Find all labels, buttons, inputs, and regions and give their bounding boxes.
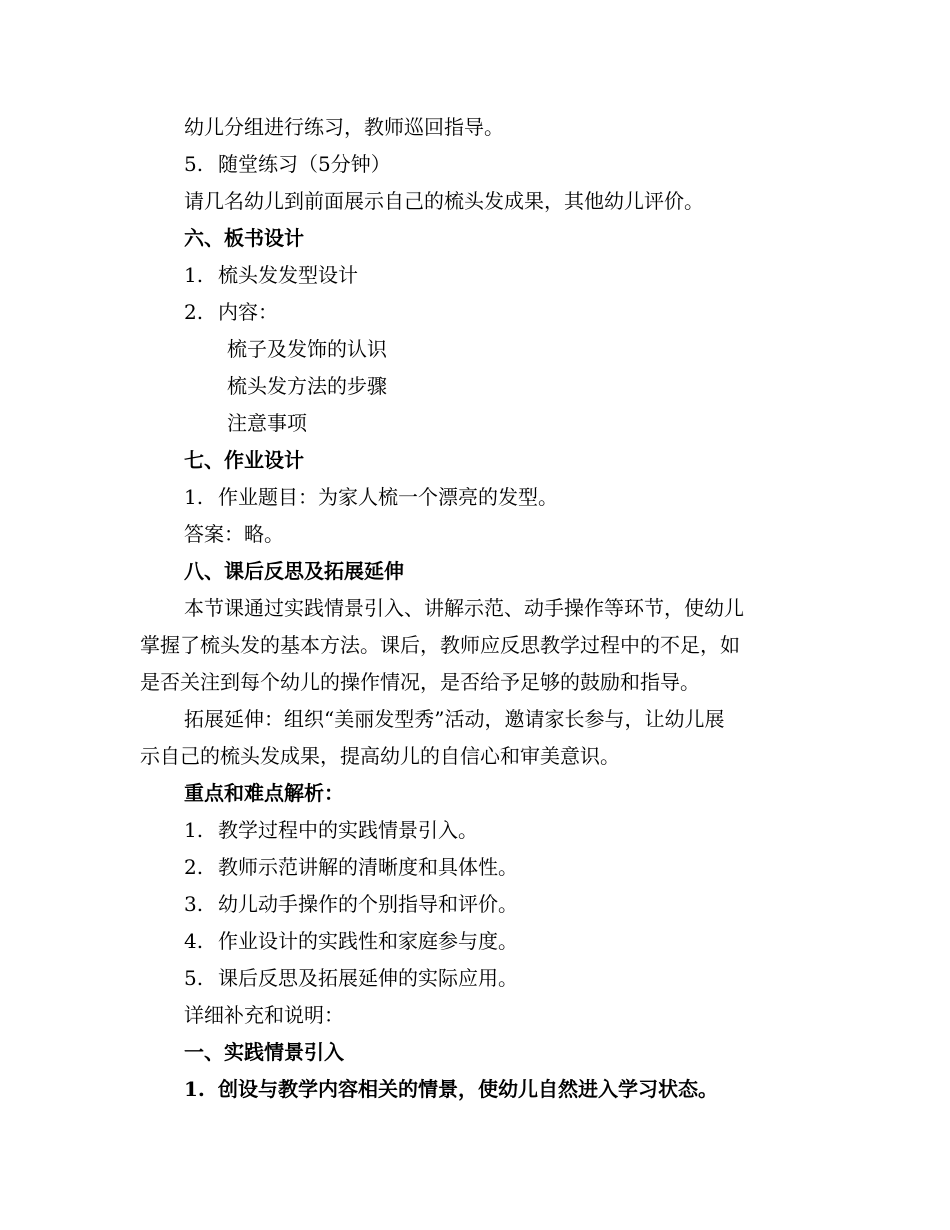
list-text: 内容：: [218, 300, 278, 324]
sub-item: 梳子及发饰的认识: [227, 337, 387, 361]
list-item: [184, 298, 864, 326]
list-item: [184, 816, 864, 844]
paragraph-line: 详细补充和说明：: [184, 1003, 344, 1027]
list-item: [184, 483, 864, 511]
sub-item: 梳头发方法的步骤: [227, 374, 387, 398]
list-text: 作业题目：为家人梳一个漂亮的发型。: [218, 485, 558, 509]
paragraph-line: 幼儿分组进行练习，教师巡回指导。: [184, 115, 504, 139]
paragraph-line: 拓展延伸：组织“美丽发型秀”活动，邀请家长参与，让幼儿展: [184, 707, 725, 731]
list-number: 1.: [184, 1077, 205, 1101]
section-heading: 七、作业设计: [184, 448, 304, 472]
list-number: 1.: [184, 818, 204, 842]
list-text: 随堂练习（5分钟）: [218, 152, 391, 176]
list-number: 2.: [184, 855, 204, 879]
sub-item: 注意事项: [227, 411, 307, 435]
paragraph-line: 是否关注到每个幼儿的操作情况，是否给予足够的鼓励和指导。: [140, 670, 700, 694]
list-item: [184, 853, 864, 881]
list-number: 1.: [184, 485, 204, 509]
paragraph-line: 本节课通过实践情景引入、讲解示范、动手操作等环节，使幼儿: [184, 596, 744, 620]
list-text: 教学过程中的实践情景引入。: [218, 818, 478, 842]
list-text: 教师示范讲解的清晰度和具体性。: [218, 855, 518, 879]
list-item: [184, 927, 864, 955]
list-number: 5.: [184, 152, 204, 176]
list-text: 作业设计的实践性和家庭参与度。: [218, 929, 518, 953]
answer-line: 答案：略。: [184, 522, 284, 546]
list-number: 2.: [184, 300, 204, 324]
paragraph-line: 示自己的梳头发成果，提高幼儿的自信心和审美意识。: [140, 744, 620, 768]
list-text: 课后反思及拓展延伸的实际应用。: [218, 966, 518, 990]
list-item: [184, 261, 864, 289]
list-text: 创设与教学内容相关的情景，使幼儿自然进入学习状态。: [218, 1077, 718, 1101]
list-item: [184, 964, 864, 992]
section-heading: 八、课后反思及拓展延伸: [184, 559, 404, 583]
list-item: [184, 890, 864, 918]
paragraph-line: 掌握了梳头发的基本方法。课后，教师应反思教学过程中的不足，如: [140, 633, 740, 657]
list-item: [184, 1075, 864, 1103]
list-text: 梳头发发型设计: [218, 263, 358, 287]
section-heading: 一、实践情景引入: [184, 1040, 344, 1064]
section-heading: 重点和难点解析：: [184, 781, 344, 805]
list-number: 1.: [184, 263, 204, 287]
list-item: [184, 150, 864, 178]
list-number: 5.: [184, 966, 204, 990]
list-number: 3.: [184, 892, 204, 916]
section-heading: 六、板书设计: [184, 226, 304, 250]
list-text: 幼儿动手操作的个别指导和评价。: [218, 892, 518, 916]
list-number: 4.: [184, 929, 204, 953]
paragraph-line: 请几名幼儿到前面展示自己的梳头发成果，其他幼儿评价。: [184, 189, 704, 213]
